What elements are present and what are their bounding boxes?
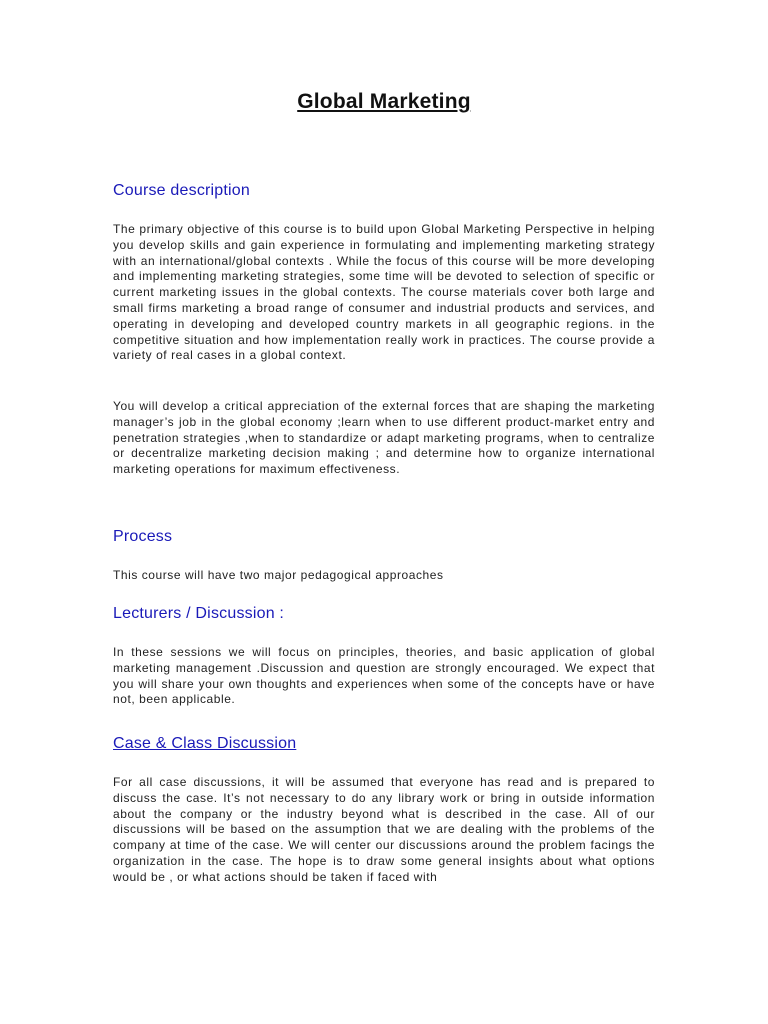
- heading-lecturers-discussion: Lecturers / Discussion :: [113, 605, 285, 622]
- process-paragraph: This course will have two major pedagogical approaches: [113, 568, 444, 582]
- case-class-paragraph: For all case discussions, it will be assumed that everyone has read and is prepared to discuss the case. It’s not necessary to do any library work or bring in outside information about the company or the industry beyond what is described in the case. All of our discussions will be based on the assumption that we are dealing with the problems of the company at time of the case. We will center our discussions around the problem facings the organization in the case. The hope is to draw some general insights about what options would be , or what actions should be taken if faced with: [113, 775, 655, 884]
- lecturers-paragraph: In these sessions we will focus on principles, theories, and basic application of global marketing management .Discussion and question are strongly encouraged. We expect that you will share your own thoughts and experiences when some of the concepts have or have not, been applicable.: [113, 645, 655, 707]
- heading-course-description: Course description: [113, 182, 250, 199]
- course-description-paragraph-1: The primary objective of this course is to build upon Global Marketing Perspective in helping you develop skills and gain experience in formulating and implementing marketing strategy with an international/global contexts . While the focus of this course will be more developing and implementing marketing strategies, some time will be devoted to selection of specific or current marketing issues in the global contexts. The course materials cover both large and small firms marketing a broad range of consumer and industrial products and services, and operating in developing and developed country markets in all geographic regions. in the competitive situation and how implementation really work in practices. The course provide a variety of real cases in a global context.: [113, 222, 655, 363]
- heading-process: Process: [113, 528, 173, 545]
- course-description-paragraph-2: You will develop a critical appreciation of the external forces that are shaping the marketing manager’s job in the global economy ;learn when to use different product-market entry and penetration strategies ,when to standardize or adapt marketing programs, when to centralize or decentralize marketing decision making ; and determine how to organize international marketing operations for maximum effectiveness.: [113, 399, 655, 477]
- heading-case-class-discussion: Case & Class Discussion: [113, 735, 297, 752]
- document-title: Global Marketing: [297, 90, 471, 113]
